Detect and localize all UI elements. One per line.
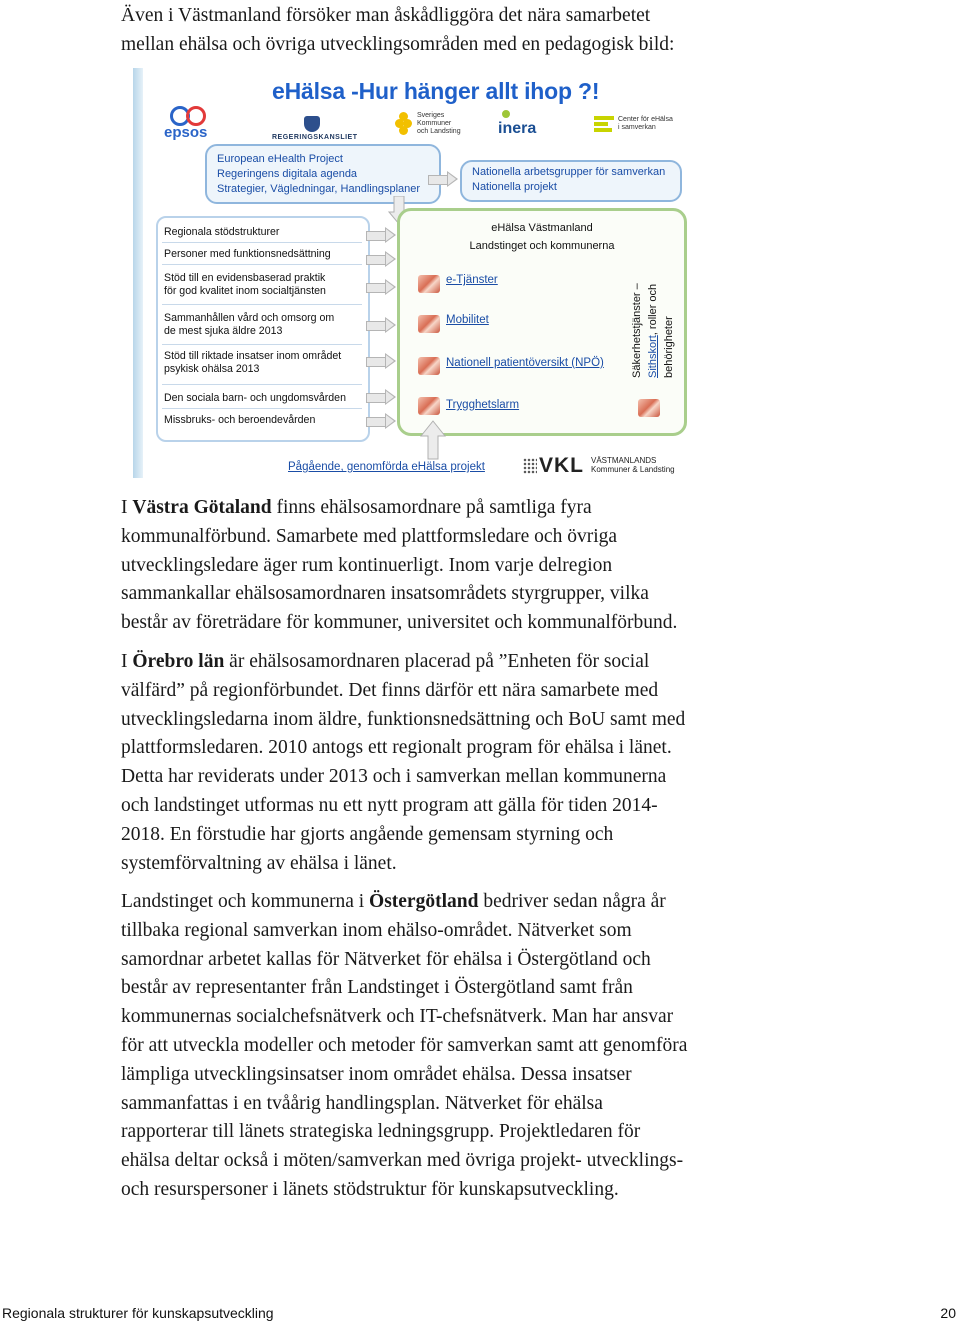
ceh-bars-icon <box>594 116 614 132</box>
vertical-line-3: behörigheter <box>663 316 675 378</box>
vertical-line-1: Säkerhetstjänster – <box>631 283 643 378</box>
regional-item: Regionala stödstrukturer <box>164 226 280 238</box>
divider <box>162 304 362 305</box>
paragraph-ostergotland <box>121 888 781 1205</box>
regional-item-cont: för god kvalitet inom socialtjänsten <box>164 285 326 297</box>
national-box-line-2: Nationella projekt <box>472 181 557 193</box>
national-groups-box <box>460 160 682 202</box>
eu-box-line-1: European eHealth Project <box>217 153 343 165</box>
paragraph-text: I <box>121 497 133 518</box>
regeringskansliet-logo <box>272 116 358 141</box>
eu-box-line-3: Strategier, Vägledningar, Handlingsplaner <box>217 183 421 195</box>
paragraph-line: utvecklingsledarna inom äldre, funktionsnedsättning och BoU samt med <box>121 708 686 730</box>
paragraph-text: är ehälsosamordnaren placerad på ”Enheten för social <box>224 651 650 672</box>
service-thumbnail-icon <box>418 315 440 333</box>
paragraph-line: utvecklingsledare äger rum kontinuerligt. Inom varje delregion <box>121 554 613 576</box>
paragraph-text: finns ehälsosamordnare på samtliga fyra <box>271 497 592 518</box>
right-arrow-icon <box>366 318 396 332</box>
divider <box>162 242 362 243</box>
vertical-line-2: Sithskort, roller och <box>647 283 659 378</box>
paragraph-line: sammankallar ehälsosamordnaren insatsområdets styrgrupper, vilka <box>121 583 649 605</box>
intro-line-1: Även i Västmanland försöker man åskådliggöra det nära samarbetet <box>121 5 651 26</box>
skl-flower-icon <box>395 112 413 136</box>
paragraph-line: kommunalförbund. Samarbete med plattformsledare och övriga <box>121 525 618 547</box>
paragraph-line: välfärd” på regionförbundet. Det finns därför ett nära samarbete med <box>121 679 659 701</box>
paragraph-line: består av representanter från Landstinget i Östergötland samt från <box>121 977 633 999</box>
divider <box>162 408 362 409</box>
national-box-line-1: Nationella arbetsgrupper för samverkan <box>472 166 666 178</box>
paragraph-text: Landstinget och kommunerna i <box>121 891 370 912</box>
paragraph-orebro <box>121 648 781 878</box>
paragraph-line: kommunernas socialchefsnätverk och IT-chefsnätverk. Man har ansvar <box>121 1006 674 1028</box>
crown-crest-icon <box>304 116 320 132</box>
inera-dot-icon <box>502 110 510 118</box>
figure-title: eHälsa -Hur hänger allt ihop ?! <box>272 78 600 104</box>
page-footer-title: Regionala strukturer för kunskapsutveckling <box>2 1305 274 1321</box>
figure-side-bar <box>133 68 143 478</box>
paragraph-line: Detta har reviderats under 2013 och i samverkan mellan kommunerna <box>121 766 667 788</box>
right-arrow-icon <box>366 414 396 428</box>
service-trygghetslarm[interactable]: Trygghetslarm <box>446 399 520 411</box>
regional-item: Stöd till en evidensbaserad praktik <box>164 272 326 284</box>
vkl-logo-subtext: VÄSTMANLANDS Kommuner & Landsting <box>591 456 675 474</box>
skl-logo-text: Sveriges Kommuner och Landsting <box>417 112 461 135</box>
right-arrow-icon <box>428 172 458 186</box>
epsos-rings-icon <box>170 104 210 126</box>
inera-logo-text: inera <box>498 120 537 137</box>
regional-item: Missbruks- och beroendevården <box>164 414 316 426</box>
regional-item-cont: de mest sjuka äldre 2013 <box>164 325 283 337</box>
paragraph-line: sammanfattas i en tvåårig handlingsplan. Nätverket för ehälsa <box>121 1092 603 1114</box>
paragraph-line: 2018. En förstudie har gjorts angående gemensam styrning och <box>121 823 614 845</box>
service-thumbnail-icon <box>418 275 440 293</box>
paragraph-line: samordnar arbetet kallas för Nätverket för ehälsa i Östergötland och <box>121 948 651 970</box>
regional-item: Sammanhållen vård och omsorg om <box>164 312 335 324</box>
regional-item-cont: psykisk ohälsa 2013 <box>164 363 260 375</box>
service-npo[interactable]: Nationell patientöversikt (NPÖ) <box>446 357 604 369</box>
paragraph-line: för att utveckla modeller och metoder för samverkan samt att genomföra <box>121 1034 688 1056</box>
paragraph-line: plattformsledaren. 2010 antogs ett regionalt program för ehälsa i länet. <box>121 737 672 759</box>
eu-box-line-2: Regeringens digitala agenda <box>217 168 358 180</box>
divider <box>162 264 362 265</box>
european-strategy-box <box>205 144 441 204</box>
ongoing-projects-link[interactable]: Pågående, genomförda eHälsa projekt <box>288 461 485 473</box>
paragraph-vastra-gotaland <box>121 494 781 638</box>
region-name: Örebro län <box>132 651 225 672</box>
regional-item: Stöd till riktade insatser inom området <box>164 350 342 362</box>
paragraph-line: tillbaka regional samverkan inom ehälso-området. Nätverket som <box>121 919 632 941</box>
ceh-logo-text: Center för eHälsa i samverkan <box>618 116 673 131</box>
right-arrow-icon <box>366 354 396 368</box>
ehalsa-overview-figure <box>120 64 695 480</box>
regional-item: Den sociala barn- och ungdomsvården <box>164 392 346 404</box>
epsos-logo-text: epsos <box>164 124 208 141</box>
right-arrow-icon <box>366 280 396 294</box>
service-thumbnail-icon <box>418 357 440 375</box>
right-arrow-icon <box>366 252 396 266</box>
up-arrow-icon <box>420 420 446 460</box>
intro-paragraph <box>121 2 781 60</box>
paragraph-text: bedriver sedan några år <box>478 891 666 912</box>
vastmanland-box-title: eHälsa Västmanland Landstinget och kommunerna <box>469 222 615 252</box>
paragraph-line: lämpliga utvecklingsinsatser inom området ehälsa. Dessa insatser <box>121 1063 632 1085</box>
vkl-logo-text: VKL <box>539 454 584 477</box>
paragraph-line: och landstinget utformas nu ett nytt program att gälla för tiden 2014- <box>121 794 658 816</box>
service-mobilitet[interactable]: Mobilitet <box>446 314 489 326</box>
regeringskansliet-logo-text: REGERINGSKANSLIET <box>272 134 358 141</box>
page-number: 20 <box>940 1305 956 1321</box>
paragraph-line: systemförvaltning av ehälsa i länet. <box>121 852 397 874</box>
right-arrow-icon <box>366 228 396 242</box>
paragraph-line: ehälsa deltar också i möten/samverkan med övriga projekt- utvecklings- <box>121 1150 684 1172</box>
paragraph-line: består av företrädare för kommuner, universitet och kommunalförbund. <box>121 612 678 634</box>
vkl-grid-icon <box>523 458 537 474</box>
intro-line-2: mellan ehälsa och övriga utvecklingsområden med en pedagogisk bild: <box>121 33 675 55</box>
paragraph-line: rapporterar till länets strategiska ledningsgrupp. Projektledaren för <box>121 1121 641 1143</box>
paragraph-text: I <box>121 651 133 672</box>
regional-structures-box <box>156 216 370 442</box>
service-e-tjanster[interactable]: e-Tjänster <box>446 274 498 286</box>
right-arrow-icon <box>366 390 396 404</box>
region-name: Östergötland <box>369 891 479 912</box>
divider <box>162 384 362 385</box>
service-thumbnail-icon <box>418 397 440 415</box>
security-thumbnail-icon <box>638 399 660 417</box>
region-name: Västra Götaland <box>132 497 272 518</box>
regional-item: Personer med funktionsnedsättning <box>164 248 331 260</box>
divider <box>162 344 362 345</box>
paragraph-line: och resurspersoner i länets stödstruktur för kunskapsutveckling. <box>121 1178 619 1200</box>
